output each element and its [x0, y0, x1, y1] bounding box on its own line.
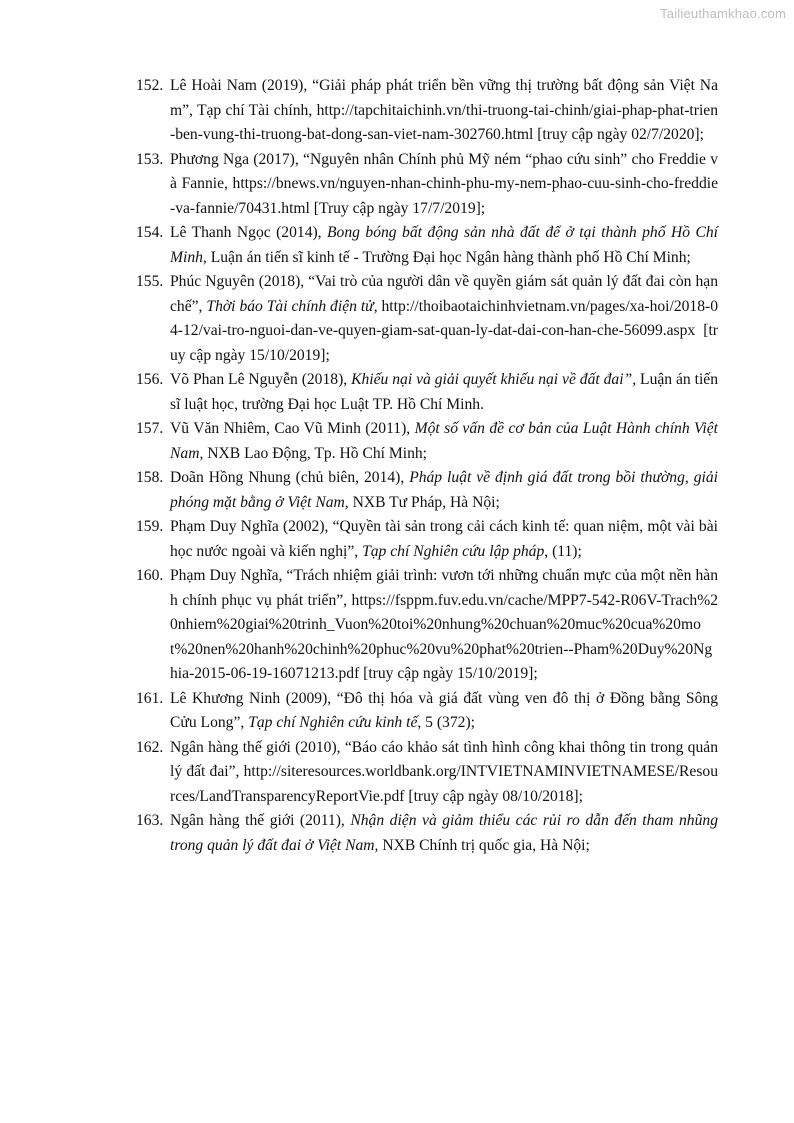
reference-text: Phương Nga (2017), “Nguyên nhân Chính phủ Mỹ ném “phao cứu sinh” cho Freddie và Fannie, https://bnews.vn/nguyen-nhan-chinh-phu-my-nem-phao-cuu-sinh-cho-freddie-va-fannie/70431.html [Truy cập ngày 17/7/2019]; — [170, 150, 718, 217]
reference-item — [136, 736, 718, 810]
watermark: Tailieuthamkhao.com — [660, 6, 786, 21]
reference-text: , http://thoibaotaichinhvietnam.vn/pages/xa-hoi/2018-04-12/vai-tro-nguoi-dan-ve-quyen-giam-sat-quan-ly-dat-dai-con-han-che-56099.aspx [truy cập ngày 15/10/2019]; — [170, 297, 719, 364]
reference-number: 157. — [136, 420, 164, 437]
reference-item — [136, 74, 718, 148]
reference-text: Lê Khương Ninh (2009), “Đô thị hóa và giá đất vùng ven đô thị ở Đồng bằng Sông Cửu Long”, — [170, 689, 718, 731]
reference-text: Doãn Hồng Nhung (chủ biên, 2014), — [170, 469, 410, 486]
reference-text: NXB Tư Pháp, Hà Nội; — [348, 493, 500, 511]
reference-number: 163. — [136, 812, 164, 829]
reference-text: Lê Hoài Nam (2019), “Giải pháp phát triển bền vững thị trường bất động sản Việt Nam”, Tạp chí Tài chính, http://tapchitaichinh.vn/thi-truong-tai-chinh/giai-phap-phat-trien-ben-vung-thi-truong-bat-dong-san-viet-nam-302760.html [truy cập ngày 02/7/2020]; — [170, 77, 718, 143]
reference-text: NXB Chính trị quốc gia, Hà Nội; — [378, 836, 590, 854]
reference-text: Võ Phan Lê Nguyễn (2018), — [170, 371, 352, 388]
reference-title: Một số vấn đề cơ bản của Luật Hành chính Việt Nam, — [170, 420, 719, 462]
reference-text: Phúc Nguyên (2018), “Vai trò của người dân về quyền giám sát quản lý đất đai còn hạn chế”, — [170, 273, 718, 315]
reference-item — [136, 515, 718, 564]
reference-item — [136, 148, 718, 222]
reference-item — [136, 270, 718, 368]
reference-text: , Luận án tiến sĩ kinh tế - Trường Đại học Ngân hàng thành phố Hồ Chí Minh; — [202, 248, 691, 266]
reference-number: 162. — [136, 738, 164, 756]
reference-item — [136, 221, 718, 270]
reference-list — [136, 74, 718, 858]
reference-number: 156. — [136, 371, 164, 388]
reference-text: Vũ Văn Nhiêm, Cao Vũ Minh (2011), — [170, 420, 415, 437]
reference-title: Nhận diện và giảm thiểu các rủi ro dẫn đến tham nhũng trong quản lý đất đai ở Việt Nam, — [170, 812, 718, 854]
reference-text: NXB Lao Động, Tp. Hồ Chí Minh; — [203, 444, 428, 462]
reference-number: 155. — [136, 273, 164, 290]
reference-item — [136, 809, 718, 858]
reference-title: Khiếu nại và giải quyết khiếu nại về đất đai”, — [351, 371, 637, 388]
reference-item — [136, 466, 718, 515]
reference-text: Phạm Duy Nghĩa, “Trách nhiệm giải trình: vươn tới những chuẩn mực của một nền hành chính phục vụ phát triển”, https://fsppm.fuv.edu.vn/cache/MPP7-542-R06V-Trach%20nhiem%20giai%20trinh_Vuon%20toi%20nhung%20chuan%20muc%20cua%20mot%20nen%20hanh%20chinh%20phuc%20vu%20phat%20trien--Pham%20Duy%20Nghia-2015-06-19-16071213.pdf [truy cập ngày 15/10/2019]; — [170, 567, 718, 682]
reference-text: Ngân hàng thế giới (2011), — [170, 812, 351, 829]
reference-number: 159. — [136, 518, 164, 535]
reference-number: 160. — [136, 567, 164, 584]
reference-item — [136, 368, 718, 417]
reference-number: 158. — [136, 469, 164, 486]
reference-number: 153. — [136, 150, 164, 168]
reference-number: 161. — [136, 689, 164, 707]
reference-number: 152. — [136, 77, 164, 94]
reference-text: Luận án tiến sĩ luật học, trường Đại học Luật TP. Hồ Chí Minh. — [170, 371, 719, 413]
reference-item — [136, 417, 718, 466]
reference-text: , 5 (372); — [417, 714, 475, 731]
reference-title: Bong bóng bất động sản nhà đất để ở tại thành phố Hồ Chí Minh — [170, 224, 718, 266]
reference-item — [136, 564, 718, 687]
reference-title: Tạp chí Nghiên cứu kinh tế — [248, 714, 418, 731]
reference-item — [136, 687, 718, 736]
reference-title: Pháp luật về định giá đất trong bồi thường, giải phóng mặt bằng ở Việt Nam, — [170, 469, 718, 511]
reference-text: Lê Thanh Ngọc (2014), — [170, 224, 328, 241]
reference-text: Phạm Duy Nghĩa (2002), “Quyền tài sản trong cải cách kinh tế: quan niệm, một vài bài học nước ngoài và kiến nghị”, — [170, 518, 718, 560]
reference-number: 154. — [136, 224, 164, 241]
reference-title: Thời báo Tài chính điện tử — [206, 297, 374, 315]
reference-text: Ngân hàng thế giới (2010), “Báo cáo khảo sát tình hình công khai thông tin trong quản lý đất đai”, http://siteresources.worldbank.org/INTVIETNAMINVIETNAMESE/Resources/LandTransparencyReportVie.pdf [truy cập ngày 08/10/2018]; — [170, 738, 718, 805]
reference-title: Tạp chí Nghiên cứu lập pháp — [362, 542, 545, 560]
reference-text: , (11); — [544, 542, 582, 560]
